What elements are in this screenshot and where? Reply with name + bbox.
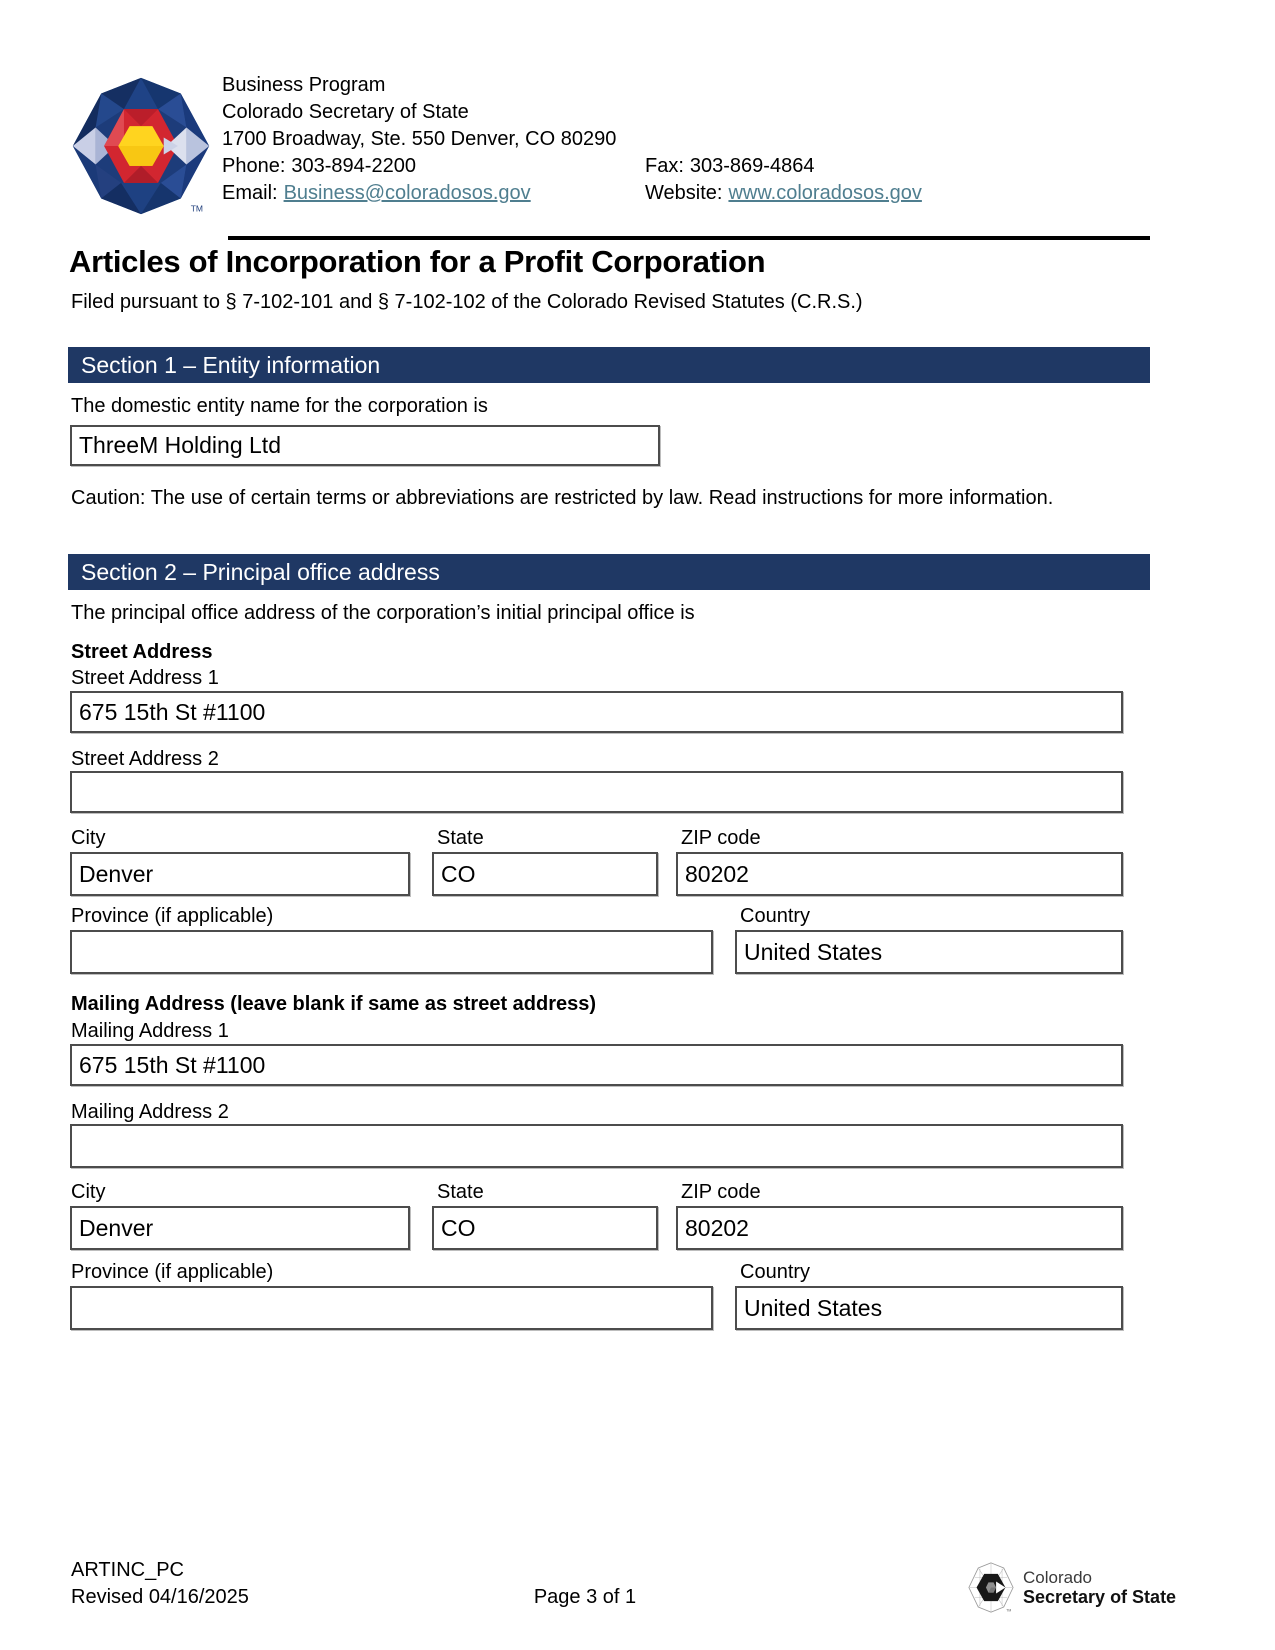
website-link[interactable]: www.coloradosos.gov [728,182,922,204]
entity-name-input[interactable] [70,425,660,466]
mailing-zip-label: ZIP code [681,1181,761,1203]
footer-logo-trademark: TM [1006,1608,1012,1613]
fax-label: Fax: [645,155,684,177]
street-address-heading: Street Address [71,641,213,663]
header-contact-block [222,72,1162,207]
street-address1-input[interactable] [70,691,1123,733]
mailing-zip-input[interactable] [676,1206,1123,1250]
principal-office-intro: The principal office address of the corporation’s initial principal office is [71,602,695,624]
street-province-label: Province (if applicable) [71,905,274,927]
header-divider [228,236,1150,240]
street-state-label: State [437,827,484,849]
mailing-country-label: Country [740,1261,811,1283]
form-code: ARTINC_PC [71,1559,184,1581]
colorado-sos-color-logo-icon [70,75,212,217]
street-address2-input[interactable] [70,771,1123,813]
revised-date: Revised 04/16/2025 [71,1586,249,1608]
street-state-input[interactable] [432,852,658,896]
section1-header: Section 1 – Entity information [68,347,1150,383]
fax-value: 303-869-4864 [689,155,815,177]
street-country-label: Country [740,905,811,927]
mailing-city-label: City [71,1181,106,1203]
mailing-province-label: Province (if applicable) [71,1261,274,1283]
footer-logo-sos: Secretary of State [1023,1587,1177,1607]
mailing-address1-label: Mailing Address 1 [71,1020,229,1042]
street-address2-label: Street Address 2 [71,748,219,770]
mailing-address2-label: Mailing Address 2 [71,1101,229,1123]
street-city-input[interactable] [70,852,410,896]
mailing-address-heading: Mailing Address (leave blank if same as street address) [71,993,597,1015]
street-zip-input[interactable] [676,852,1123,896]
footer-logo-text [1023,1569,1176,1607]
street-city-label: City [71,827,106,849]
header-org-line2: Colorado Secretary of State [222,101,469,123]
mailing-province-input[interactable] [70,1286,713,1330]
footer-logo-colorado: Colorado [1023,1568,1092,1587]
mailing-state-label: State [437,1181,484,1203]
header-org-line1: Business Program [222,74,386,96]
mailing-address2-input[interactable] [70,1124,1123,1168]
phone-label: Phone: [222,155,286,177]
street-province-input[interactable] [70,930,713,974]
website-label: Website: [645,182,723,204]
colorado-sos-footer-logo-icon [968,1562,1014,1613]
street-address1-label: Street Address 1 [71,667,219,689]
street-country-input[interactable] [735,930,1123,974]
phone-value: 303-894-2200 [291,155,416,177]
logo-trademark: TM [190,203,203,214]
email-label: Email: [222,182,278,204]
mailing-address1-input[interactable] [70,1044,1123,1086]
page-title: Articles of Incorporation for a Profit Corporation [69,244,766,279]
section2-header: Section 2 – Principal office address [68,554,1150,590]
mailing-country-input[interactable] [735,1286,1123,1330]
caution-text: Caution: The use of certain terms or abbreviations are restricted by law. Read instructions for more information. [71,487,1054,509]
header-org-line3: 1700 Broadway, Ste. 550 Denver, CO 80290 [222,128,617,150]
mailing-city-input[interactable] [70,1206,410,1250]
email-link[interactable]: Business@coloradosos.gov [283,182,531,204]
street-zip-label: ZIP code [681,827,761,849]
mailing-state-input[interactable] [432,1206,658,1250]
page-subtitle: Filed pursuant to § 7-102-101 and § 7-102-102 of the Colorado Revised Statutes (C.R.S.) [71,291,863,313]
entity-name-label: The domestic entity name for the corporation is [71,395,488,417]
page-number: Page 3 of 1 [533,1586,637,1608]
